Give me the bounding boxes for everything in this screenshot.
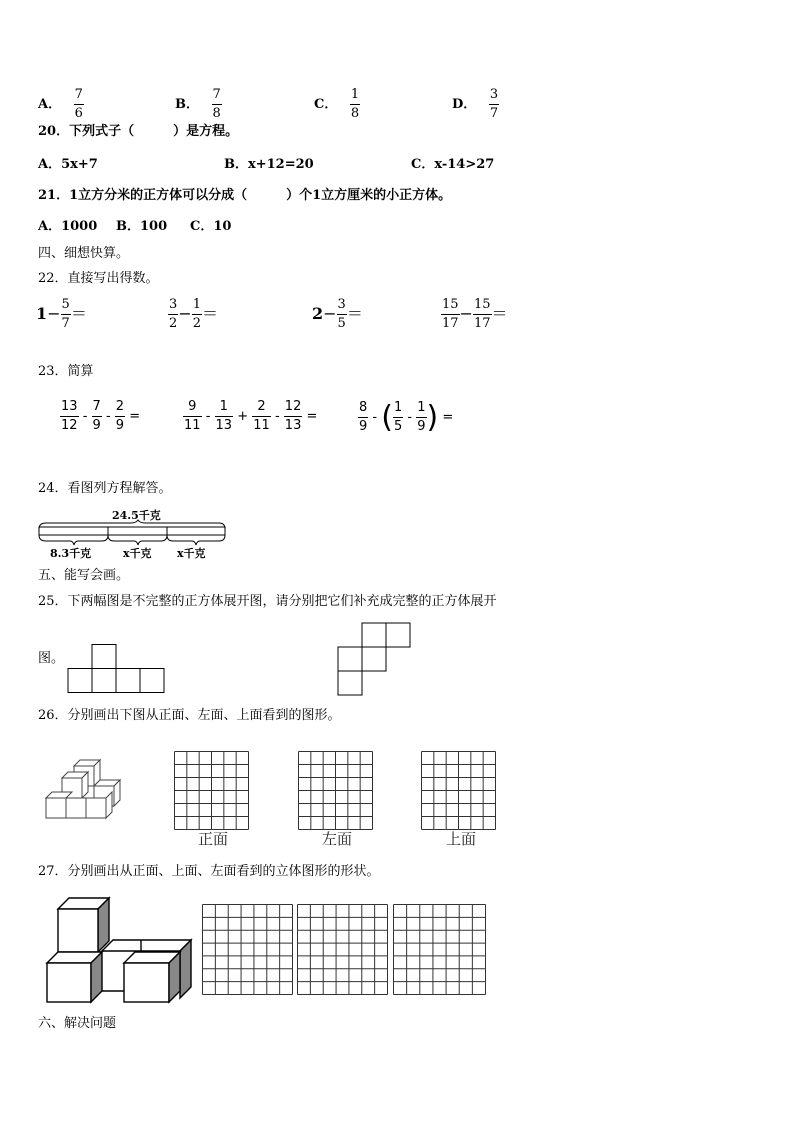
equals-sign: =: [129, 409, 141, 424]
fraction: [92, 400, 102, 433]
q20-option-a: A．5x+7: [38, 157, 98, 172]
fraction: [61, 298, 71, 331]
option-letter: A．: [38, 97, 62, 112]
q24-segment-3-label: x千克: [177, 547, 206, 560]
equals-sign: ＝: [491, 304, 508, 323]
denominator: 11: [253, 418, 270, 433]
q27-stem: 27．分别画出从正面、上面、左面看到的立体图形的形状。: [38, 864, 380, 879]
left-paren: (: [381, 400, 393, 435]
q27-grid-1: [202, 904, 294, 996]
fraction: [473, 298, 492, 331]
q22-expr-1: [36, 298, 87, 331]
operator: −: [178, 304, 192, 323]
q19-option-d: [452, 88, 499, 121]
equals-sign: ＝: [201, 304, 218, 323]
numerator: 15: [473, 297, 491, 312]
fraction: [74, 88, 84, 121]
numerator: 1: [417, 400, 426, 415]
q20-option-c: C．x-14>27: [411, 157, 495, 172]
q25-net-2: [337, 622, 417, 697]
q24-total-label: 24.5千克: [112, 509, 161, 522]
operator: -: [105, 409, 111, 424]
q27-grid-3: [393, 904, 487, 996]
q21-option-a: A．1000: [38, 219, 98, 234]
q23-expr-3: [358, 400, 453, 435]
operator: -: [372, 410, 378, 425]
operator: −: [323, 304, 337, 323]
q19-option-a: [38, 88, 84, 121]
q24-stem: 24．看图列方程解答。: [38, 481, 172, 496]
operator: -: [407, 410, 413, 425]
numerator: 5: [61, 297, 70, 312]
q26-grid-top: [421, 751, 497, 831]
q24-segment-1-label: 8.3千克: [50, 547, 92, 560]
fraction: [215, 400, 234, 433]
denominator: 17: [442, 316, 459, 331]
denominator: 12: [61, 418, 78, 433]
operator: −: [47, 304, 61, 323]
q21-stem: 21．1立方分米的正方体可以分成（ ）个1立方厘米的小正方体。: [38, 188, 452, 203]
operator: −: [459, 304, 473, 323]
q26-stem: 26．分别画出下图从正面、左面、上面看到的图形。: [38, 708, 341, 723]
numerator: 3: [489, 87, 499, 102]
denominator: 2: [169, 316, 178, 331]
denominator: 13: [215, 418, 233, 433]
section-5-heading: 五、能写会画。: [38, 568, 130, 583]
q24-segment-2-label: x千克: [123, 547, 152, 560]
q20-stem: 20．下列式子（ ）是方程。: [38, 124, 239, 139]
q21-option-b: B．100: [116, 219, 168, 234]
numerator: 12: [284, 399, 302, 414]
numerator: 1: [350, 87, 360, 102]
fraction: [284, 400, 303, 433]
q22-expr-3: [312, 298, 363, 331]
numerator: 2: [257, 399, 266, 414]
numerator: 8: [359, 400, 368, 415]
numerator: 1: [393, 400, 403, 415]
operator: -: [82, 409, 88, 424]
denominator: 5: [393, 419, 403, 434]
denominator: 9: [115, 418, 125, 433]
numerator: 7: [92, 399, 101, 414]
fraction: [115, 400, 125, 433]
q25-net-1: [67, 644, 167, 694]
numerator: 15: [442, 297, 459, 312]
numerator: 1: [219, 399, 228, 414]
option-letter: C．: [314, 97, 338, 112]
operator: -: [274, 409, 280, 424]
operator: +: [237, 409, 249, 424]
q26-cube-figure: [44, 760, 124, 820]
fraction: [168, 298, 178, 331]
q27-cube-figure: [44, 897, 196, 1005]
fraction: [489, 88, 499, 121]
denominator: 9: [359, 419, 368, 434]
denominator: 8: [212, 106, 221, 121]
q22-expr-2: [168, 298, 218, 331]
numerator: 3: [169, 297, 178, 312]
equals-sign: ＝: [346, 304, 363, 323]
q26-grid-front: [174, 751, 250, 831]
denominator: 7: [61, 316, 70, 331]
denominator: 8: [350, 106, 360, 121]
fraction: [252, 400, 271, 433]
q22-stem: 22．直接写出得数。: [38, 271, 159, 286]
section-6-heading: 六、解决问题: [38, 1016, 117, 1031]
q27-grid-2: [297, 904, 389, 996]
numerator: 9: [188, 399, 197, 414]
q23-expr-2: [183, 400, 317, 433]
denominator: 5: [337, 316, 346, 331]
denominator: 11: [184, 418, 201, 433]
denominator: 9: [417, 419, 426, 434]
q25-stem-continued: 图。: [38, 651, 65, 666]
q23-stem: 23．简算: [38, 364, 94, 379]
fraction: [393, 401, 403, 434]
denominator: 2: [192, 316, 201, 331]
section-4-heading: 四、细想快算。: [38, 246, 130, 261]
numerator: 1: [192, 297, 201, 312]
operator: -: [205, 409, 211, 424]
q26-grid-left: [298, 751, 374, 831]
equals-sign: =: [306, 409, 318, 424]
denominator: 9: [92, 418, 101, 433]
numerator: 7: [212, 87, 221, 102]
equals-sign: ＝: [70, 304, 87, 323]
q25-stem: 25．下两幅图是不完整的正方体展开图，请分别把它们补充成完整的正方体展开: [38, 594, 497, 609]
whole-number: 2: [312, 304, 324, 323]
q19-option-c: [314, 88, 360, 121]
fraction: [183, 400, 202, 433]
option-letter: B．: [175, 97, 199, 112]
denominator: 17: [473, 316, 491, 331]
q26-caption-top: 上面: [446, 830, 477, 848]
option-letter: D．: [452, 97, 477, 112]
numerator: 3: [337, 297, 346, 312]
fraction: [441, 298, 460, 331]
fraction: [212, 88, 222, 121]
fraction: [60, 400, 79, 433]
numerator: 7: [74, 87, 83, 102]
q22-expr-4: [441, 298, 508, 331]
numerator: 2: [115, 399, 125, 414]
q19-option-b: [175, 88, 222, 121]
fraction: [358, 401, 368, 434]
denominator: 7: [489, 106, 499, 121]
right-paren: ): [426, 400, 439, 435]
q20-option-b: B．x+12=20: [224, 157, 314, 172]
denominator: 13: [284, 418, 302, 433]
fraction: [350, 88, 360, 121]
whole-number: 1: [36, 304, 48, 323]
q21-option-c: C．10: [190, 219, 232, 234]
fraction: [192, 298, 202, 331]
q26-caption-left: 左面: [322, 830, 353, 848]
fraction: [337, 298, 347, 331]
equals-sign: =: [442, 410, 454, 425]
q26-caption-front: 正面: [198, 830, 229, 848]
fraction: [416, 401, 426, 434]
q23-expr-1: [60, 400, 140, 433]
numerator: 13: [61, 399, 78, 414]
denominator: 6: [74, 106, 83, 121]
